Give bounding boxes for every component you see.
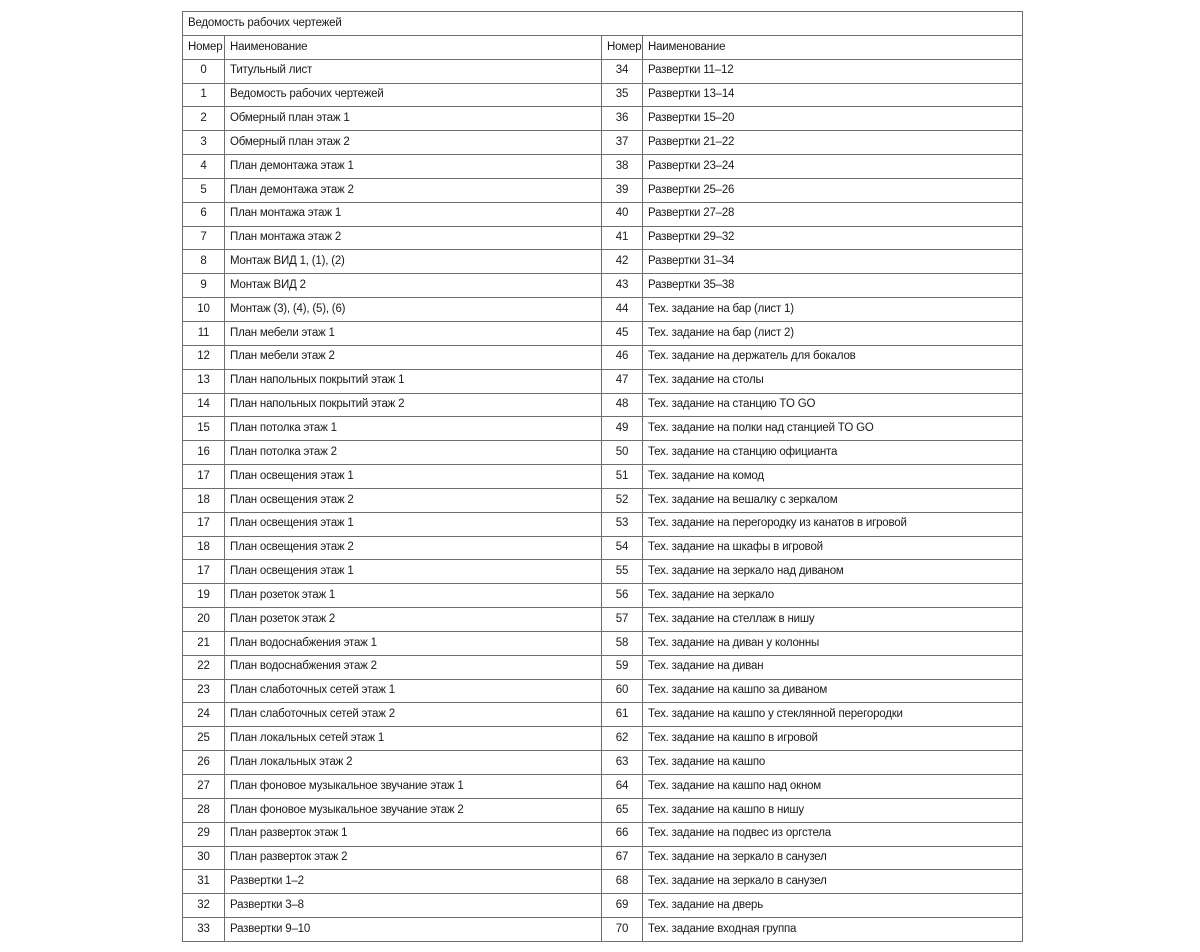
sheet-number-right: 57 <box>602 608 643 632</box>
sheet-number-right: 45 <box>602 321 643 345</box>
table-row <box>183 226 1023 250</box>
sheet-number-right: 42 <box>602 250 643 274</box>
sheet-number-left: 21 <box>183 631 225 655</box>
table-row <box>183 250 1023 274</box>
table-row <box>183 775 1023 799</box>
sheet-name-right: Тех. задание на вешалку с зеркалом <box>643 488 1023 512</box>
sheet-name-left: Развертки 9–10 <box>225 918 602 942</box>
table-row <box>183 83 1023 107</box>
table-row <box>183 274 1023 298</box>
sheet-name-left: План потолка этаж 2 <box>225 441 602 465</box>
table-row <box>183 393 1023 417</box>
sheet-number-right: 34 <box>602 59 643 83</box>
sheet-name-right: Тех. задание на бар (лист 1) <box>643 298 1023 322</box>
sheet-number-right: 43 <box>602 274 643 298</box>
sheet-name-left: План потолка этаж 1 <box>225 417 602 441</box>
sheet-number-right: 59 <box>602 655 643 679</box>
sheet-number-left: 22 <box>183 655 225 679</box>
table-row <box>183 488 1023 512</box>
sheet-name-left: План розеток этаж 1 <box>225 584 602 608</box>
sheet-name-right: Развертки 23–24 <box>643 155 1023 179</box>
table-row <box>183 321 1023 345</box>
table-row <box>183 178 1023 202</box>
sheet-number-right: 63 <box>602 751 643 775</box>
table-row <box>183 512 1023 536</box>
sheet-number-left: 11 <box>183 321 225 345</box>
sheet-name-right: Развертки 27–28 <box>643 202 1023 226</box>
sheet-number-right: 64 <box>602 775 643 799</box>
table-row <box>183 107 1023 131</box>
sheet-name-left: Монтаж (3), (4), (5), (6) <box>225 298 602 322</box>
sheet-name-left: План демонтажа этаж 2 <box>225 178 602 202</box>
table-row <box>183 59 1023 83</box>
sheet-name-left: Ведомость рабочих чертежей <box>225 83 602 107</box>
sheet-name-right: Развертки 29–32 <box>643 226 1023 250</box>
sheet-number-left: 3 <box>183 131 225 155</box>
sheet-number-left: 10 <box>183 298 225 322</box>
sheet-name-right: Тех. задание на полки над станцией TO GO <box>643 417 1023 441</box>
table-row <box>183 631 1023 655</box>
sheet-number-left: 29 <box>183 822 225 846</box>
sheet-name-right: Тех. задание на кашпо в игровой <box>643 727 1023 751</box>
sheet-name-left: План локальных сетей этаж 1 <box>225 727 602 751</box>
sheet-number-right: 55 <box>602 560 643 584</box>
table-row <box>183 441 1023 465</box>
sheet-number-right: 38 <box>602 155 643 179</box>
sheet-number-right: 37 <box>602 131 643 155</box>
sheet-number-right: 44 <box>602 298 643 322</box>
sheet-number-right: 58 <box>602 631 643 655</box>
header-number-left: Номер <box>183 35 225 59</box>
table-row <box>183 679 1023 703</box>
sheet-number-left: 20 <box>183 608 225 632</box>
sheet-name-right: Тех. задание на столы <box>643 369 1023 393</box>
drawings-register-table <box>182 11 1023 942</box>
table-row <box>183 202 1023 226</box>
sheet-number-left: 24 <box>183 703 225 727</box>
sheet-name-left: План водоснабжения этаж 1 <box>225 631 602 655</box>
table-row <box>183 798 1023 822</box>
sheet-number-left: 28 <box>183 798 225 822</box>
sheet-number-right: 47 <box>602 369 643 393</box>
sheet-name-left: План демонтажа этаж 1 <box>225 155 602 179</box>
sheet-name-left: План освещения этаж 2 <box>225 536 602 560</box>
sheet-name-right: Тех. задание на шкафы в игровой <box>643 536 1023 560</box>
sheet-number-left: 25 <box>183 727 225 751</box>
sheet-number-right: 51 <box>602 465 643 489</box>
table-row <box>183 131 1023 155</box>
sheet-number-left: 1 <box>183 83 225 107</box>
sheet-number-right: 61 <box>602 703 643 727</box>
sheet-name-left: План разверток этаж 1 <box>225 822 602 846</box>
sheet-name-right: Тех. задание на перегородку из канатов в игровой <box>643 512 1023 536</box>
sheet-number-left: 33 <box>183 918 225 942</box>
sheet-number-left: 9 <box>183 274 225 298</box>
sheet-name-right: Развертки 13–14 <box>643 83 1023 107</box>
sheet-name-right: Тех. задание на диван <box>643 655 1023 679</box>
sheet-name-right: Тех. задание на подвес из оргстела <box>643 822 1023 846</box>
sheet-number-right: 35 <box>602 83 643 107</box>
sheet-number-right: 41 <box>602 226 643 250</box>
sheet-name-left: План слаботочных сетей этаж 1 <box>225 679 602 703</box>
sheet-number-right: 56 <box>602 584 643 608</box>
sheet-number-left: 23 <box>183 679 225 703</box>
sheet-number-left: 19 <box>183 584 225 608</box>
sheet-name-left: Монтаж ВИД 1, (1), (2) <box>225 250 602 274</box>
sheet-number-left: 17 <box>183 465 225 489</box>
sheet-name-right: Развертки 11–12 <box>643 59 1023 83</box>
sheet-name-left: План освещения этаж 2 <box>225 488 602 512</box>
sheet-name-left: Монтаж ВИД 2 <box>225 274 602 298</box>
header-number-right: Номер <box>602 35 643 59</box>
sheet-name-left: План монтажа этаж 1 <box>225 202 602 226</box>
sheet-name-left: Развертки 1–2 <box>225 870 602 894</box>
table-row <box>183 417 1023 441</box>
sheet-name-right: Тех. задание на зеркало в санузел <box>643 870 1023 894</box>
sheet-number-left: 27 <box>183 775 225 799</box>
sheet-name-right: Тех. задание на зеркало над диваном <box>643 560 1023 584</box>
sheet-number-left: 6 <box>183 202 225 226</box>
sheet-number-right: 62 <box>602 727 643 751</box>
table-title-row <box>183 12 1023 36</box>
sheet-name-right: Тех. задание на диван у колонны <box>643 631 1023 655</box>
sheet-number-left: 26 <box>183 751 225 775</box>
sheet-number-left: 2 <box>183 107 225 131</box>
sheet-number-right: 54 <box>602 536 643 560</box>
sheet-name-left: Развертки 3–8 <box>225 894 602 918</box>
sheet-number-right: 36 <box>602 107 643 131</box>
sheet-number-right: 52 <box>602 488 643 512</box>
sheet-name-left: План освещения этаж 1 <box>225 465 602 489</box>
sheet-number-left: 32 <box>183 894 225 918</box>
sheet-name-right: Развертки 21–22 <box>643 131 1023 155</box>
sheet-name-right: Тех. задание на комод <box>643 465 1023 489</box>
sheet-number-right: 68 <box>602 870 643 894</box>
table-header-row <box>183 35 1023 59</box>
sheet-name-right: Тех. задание на кашпо над окном <box>643 775 1023 799</box>
sheet-name-left: План разверток этаж 2 <box>225 846 602 870</box>
sheet-number-left: 14 <box>183 393 225 417</box>
table-row <box>183 369 1023 393</box>
sheet-name-right: Тех. задание на дверь <box>643 894 1023 918</box>
table-row <box>183 155 1023 179</box>
sheet-name-left: Титульный лист <box>225 59 602 83</box>
sheet-number-left: 31 <box>183 870 225 894</box>
sheet-name-right: Тех. задание на кашпо за диваном <box>643 679 1023 703</box>
sheet-name-right: Развертки 25–26 <box>643 178 1023 202</box>
sheet-number-right: 50 <box>602 441 643 465</box>
sheet-name-right: Развертки 31–34 <box>643 250 1023 274</box>
sheet-name-left: Обмерный план этаж 2 <box>225 131 602 155</box>
sheet-name-right: Тех. задание на кашпо у стеклянной перегородки <box>643 703 1023 727</box>
sheet-number-right: 66 <box>602 822 643 846</box>
table-row <box>183 703 1023 727</box>
table-row <box>183 751 1023 775</box>
table-row <box>183 822 1023 846</box>
sheet-number-left: 18 <box>183 536 225 560</box>
sheet-number-left: 18 <box>183 488 225 512</box>
sheet-number-right: 69 <box>602 894 643 918</box>
sheet-number-right: 39 <box>602 178 643 202</box>
sheet-number-left: 8 <box>183 250 225 274</box>
table-row <box>183 608 1023 632</box>
table-row <box>183 536 1023 560</box>
table-row <box>183 465 1023 489</box>
table-row <box>183 727 1023 751</box>
sheet-number-right: 40 <box>602 202 643 226</box>
sheet-number-right: 49 <box>602 417 643 441</box>
sheet-name-right: Развертки 15–20 <box>643 107 1023 131</box>
sheet-name-right: Тех. задание на зеркало в санузел <box>643 846 1023 870</box>
sheet-number-right: 53 <box>602 512 643 536</box>
sheet-name-left: План монтажа этаж 2 <box>225 226 602 250</box>
table-row <box>183 655 1023 679</box>
sheet-name-left: План напольных покрытий этаж 1 <box>225 369 602 393</box>
sheet-name-left: План освещения этаж 1 <box>225 560 602 584</box>
sheet-number-left: 17 <box>183 560 225 584</box>
sheet-name-left: План фоновое музыкальное звучание этаж 1 <box>225 775 602 799</box>
sheet-number-left: 7 <box>183 226 225 250</box>
header-name-left: Наименование <box>225 35 602 59</box>
sheet-name-left: План локальных этаж 2 <box>225 751 602 775</box>
table-row <box>183 584 1023 608</box>
sheet-name-right: Тех. задание на кашпо <box>643 751 1023 775</box>
sheet-number-left: 30 <box>183 846 225 870</box>
table-row <box>183 345 1023 369</box>
sheet-name-right: Тех. задание на станцию официанта <box>643 441 1023 465</box>
sheet-name-right: Тех. задание на стеллаж в нишу <box>643 608 1023 632</box>
sheet-name-left: Обмерный план этаж 1 <box>225 107 602 131</box>
sheet-number-left: 17 <box>183 512 225 536</box>
sheet-number-left: 13 <box>183 369 225 393</box>
sheet-name-right: Тех. задание на держатель для бокалов <box>643 345 1023 369</box>
sheet-name-left: План фоновое музыкальное звучание этаж 2 <box>225 798 602 822</box>
table-row <box>183 894 1023 918</box>
sheet-name-right: Тех. задание на кашпо в нишу <box>643 798 1023 822</box>
sheet-name-left: План освещения этаж 1 <box>225 512 602 536</box>
table-row <box>183 870 1023 894</box>
sheet-name-left: План мебели этаж 1 <box>225 321 602 345</box>
table-row <box>183 298 1023 322</box>
sheet-number-left: 0 <box>183 59 225 83</box>
sheet-number-right: 48 <box>602 393 643 417</box>
header-name-right: Наименование <box>643 35 1023 59</box>
sheet-name-left: План водоснабжения этаж 2 <box>225 655 602 679</box>
sheet-number-left: 12 <box>183 345 225 369</box>
sheet-number-right: 65 <box>602 798 643 822</box>
sheet-number-left: 15 <box>183 417 225 441</box>
table-row <box>183 918 1023 942</box>
sheet-number-right: 67 <box>602 846 643 870</box>
sheet-name-right: Тех. задание на станцию TO GO <box>643 393 1023 417</box>
sheet-number-left: 4 <box>183 155 225 179</box>
sheet-name-right: Тех. задание на зеркало <box>643 584 1023 608</box>
sheet-name-right: Развертки 35–38 <box>643 274 1023 298</box>
sheet-number-left: 5 <box>183 178 225 202</box>
sheet-number-right: 60 <box>602 679 643 703</box>
sheet-number-left: 16 <box>183 441 225 465</box>
table-row <box>183 560 1023 584</box>
sheet-number-right: 46 <box>602 345 643 369</box>
sheet-name-left: План слаботочных сетей этаж 2 <box>225 703 602 727</box>
sheet-name-left: План напольных покрытий этаж 2 <box>225 393 602 417</box>
sheet-number-right: 70 <box>602 918 643 942</box>
sheet-name-right: Тех. задание входная группа <box>643 918 1023 942</box>
table-title: Ведомость рабочих чертежей <box>183 12 1023 36</box>
sheet-name-left: План мебели этаж 2 <box>225 345 602 369</box>
table-row <box>183 846 1023 870</box>
sheet-name-left: План розеток этаж 2 <box>225 608 602 632</box>
sheet-name-right: Тех. задание на бар (лист 2) <box>643 321 1023 345</box>
